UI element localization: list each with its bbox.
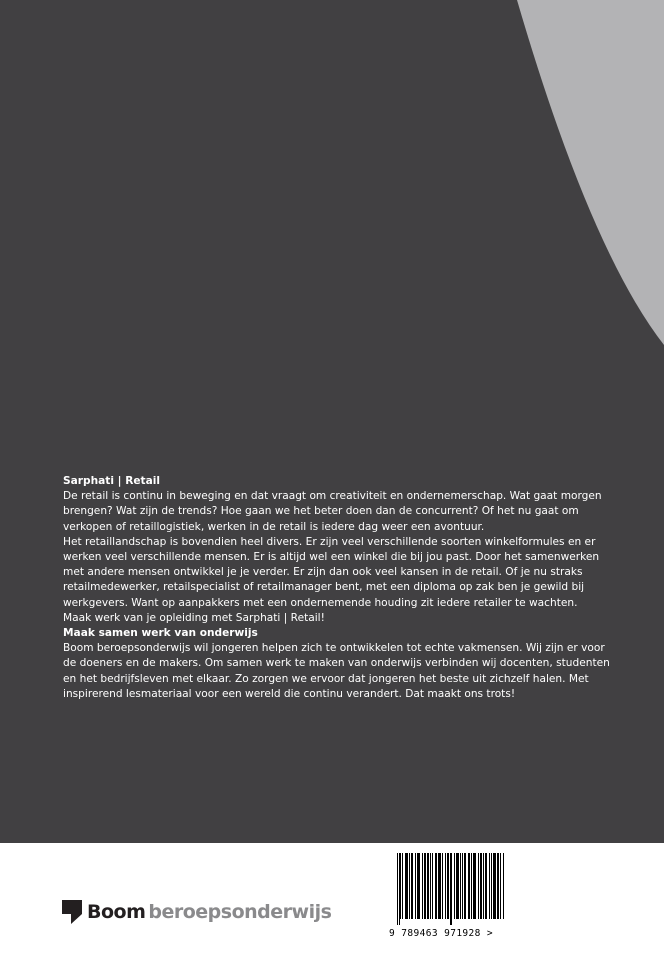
paragraph-retail-intro: De retail is continu in beweging en dat vraagt om creativiteit en ondernemerschap. Wat gaat morgen brengen? Wat zijn de trends? Hoe gaan we het beter doen dan de concurrent? Of het nu gaat om verkopen of retaillogistiek, werken in de retail is iedere dag weer een avontuur.: [63, 490, 602, 533]
publisher-logo: [62, 899, 331, 925]
cover-text: [63, 474, 613, 702]
isbn-barcode: [389, 853, 519, 943]
section-heading-sarphati: Sarphati | Retail: [63, 475, 161, 487]
paragraph-boom-mission: Boom beroepsonderwijs wil jongeren helpen zich te ontwikkelen tot echte vakmensen. Wij zijn er voor de doeners en de makers. Om samen werk te maken van onderwijs verbinden wij docenten, studenten en het bedrijfsleven met elkaar. Zo zorgen we ervoor dat jongeren het beste uit zichzelf halen. Met inspirerend lesmateriaal voor een wereld die continu verandert. Dat maakt ons trots!: [63, 642, 610, 700]
barcode-icon: [389, 853, 505, 927]
paragraph-retail-landscape: Het retaillandschap is bovendien heel divers. Er zijn veel verschillende soorten winkelformules en er werken veel verschillende mensen. Er is altijd wel een winkel die bij jou past. Door het samenwerken met andere mensen ontwikkel je je verder. Er zijn dan ook veel kansen in de retail. Of je nu straks retailmedewerker, retailspecialist of retailmanager bent, met een diploma op zak ben je gewild bij werkgevers. Want op aanpakkers met een ondernemende houding zit iedere retailer te wachten.: [63, 535, 600, 609]
section-heading-onderwijs: Maak samen werk van onderwijs: [63, 627, 258, 640]
isbn-number: 9 789463 971928 >: [389, 928, 494, 939]
publisher-name: Boom: [87, 901, 146, 923]
paragraph-retail-callout: Maak werk van je opleiding met Sarphati | Retail!: [63, 611, 325, 624]
publisher-imprint: beroepsonderwijs: [148, 901, 332, 923]
boom-logo-icon: [62, 900, 82, 924]
